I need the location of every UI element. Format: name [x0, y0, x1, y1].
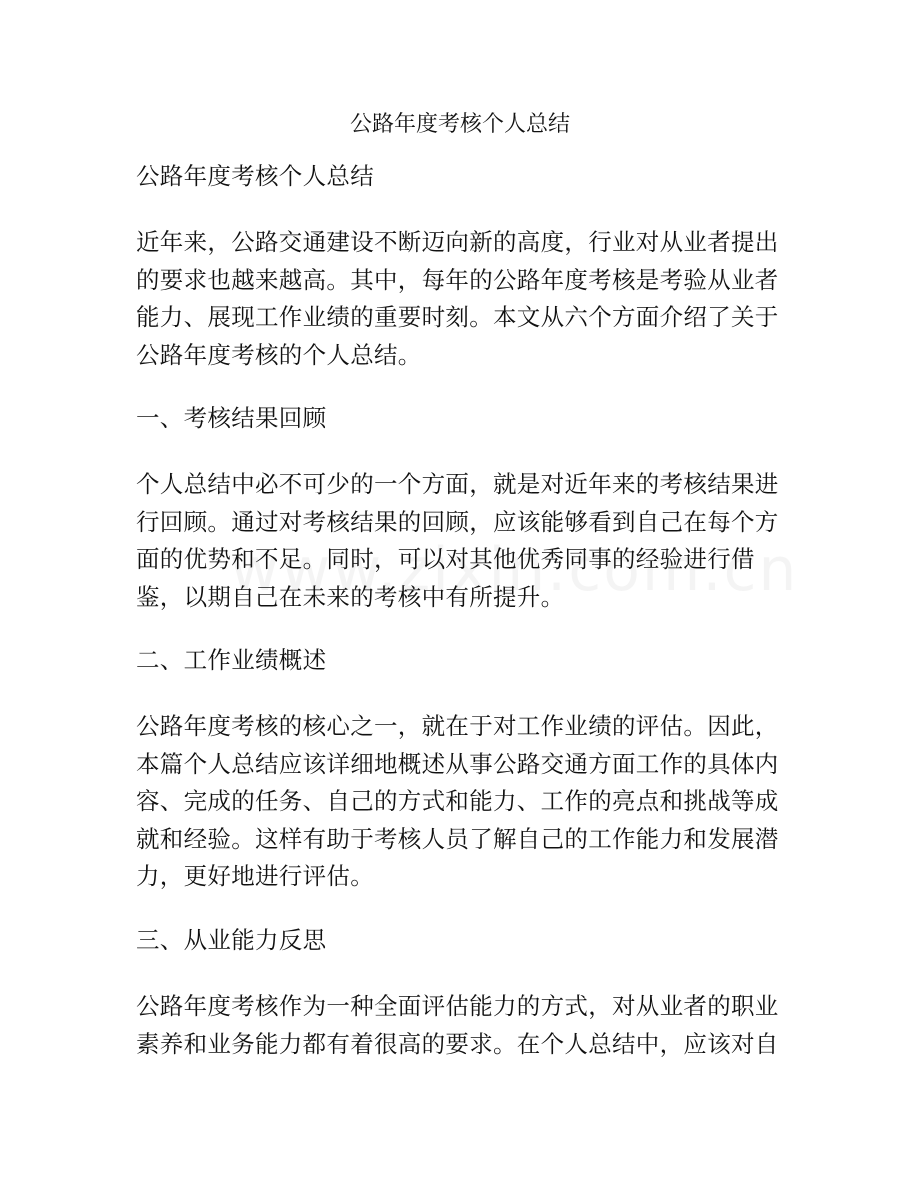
- section-body-3: 公路年度考核作为一种全面评估能力的方式，对从业者的职业素养和业务能力都有着很高的要求。在个人总结中，应该对自: [136, 992, 779, 1058]
- document-title: 公路年度考核个人总结: [349, 112, 570, 137]
- section-heading-1: 一、考核结果回顾: [136, 404, 327, 432]
- section-heading-3: 三、从业能力反思: [136, 926, 327, 954]
- section-body-1: 个人总结中必不可少的一个方面，就是对近年来的考核结果进行回顾。通过对考核结果的回顾，应该能够看到自己在每个方面的优势和不足。同时，可以对其他优秀同事的经验进行借鉴，以期自己在未来的考核中有所提升。: [136, 470, 779, 611]
- document-subtitle: 公路年度考核个人总结: [136, 162, 374, 190]
- intro-paragraph: 近年来，公路交通建设不断迈向新的高度，行业对从业者提出的要求也越来越高。其中，每年的公路年度考核是考验从业者能力、展现工作业绩的重要时刻。本文从六个方面介绍了关于公路年度考核的个人总结。: [136, 228, 779, 369]
- section-heading-2: 二、工作业绩概述: [136, 646, 327, 674]
- section-body-2: 公路年度考核的核心之一，就在于对工作业绩的评估。因此，本篇个人总结应该详细地概述从事公路交通方面工作的具体内容、完成的任务、自己的方式和能力、工作的亮点和挑战等成就和经验。这样有助于考核人员了解自己的工作能力和发展潜力，更好地进行评估。: [136, 712, 779, 890]
